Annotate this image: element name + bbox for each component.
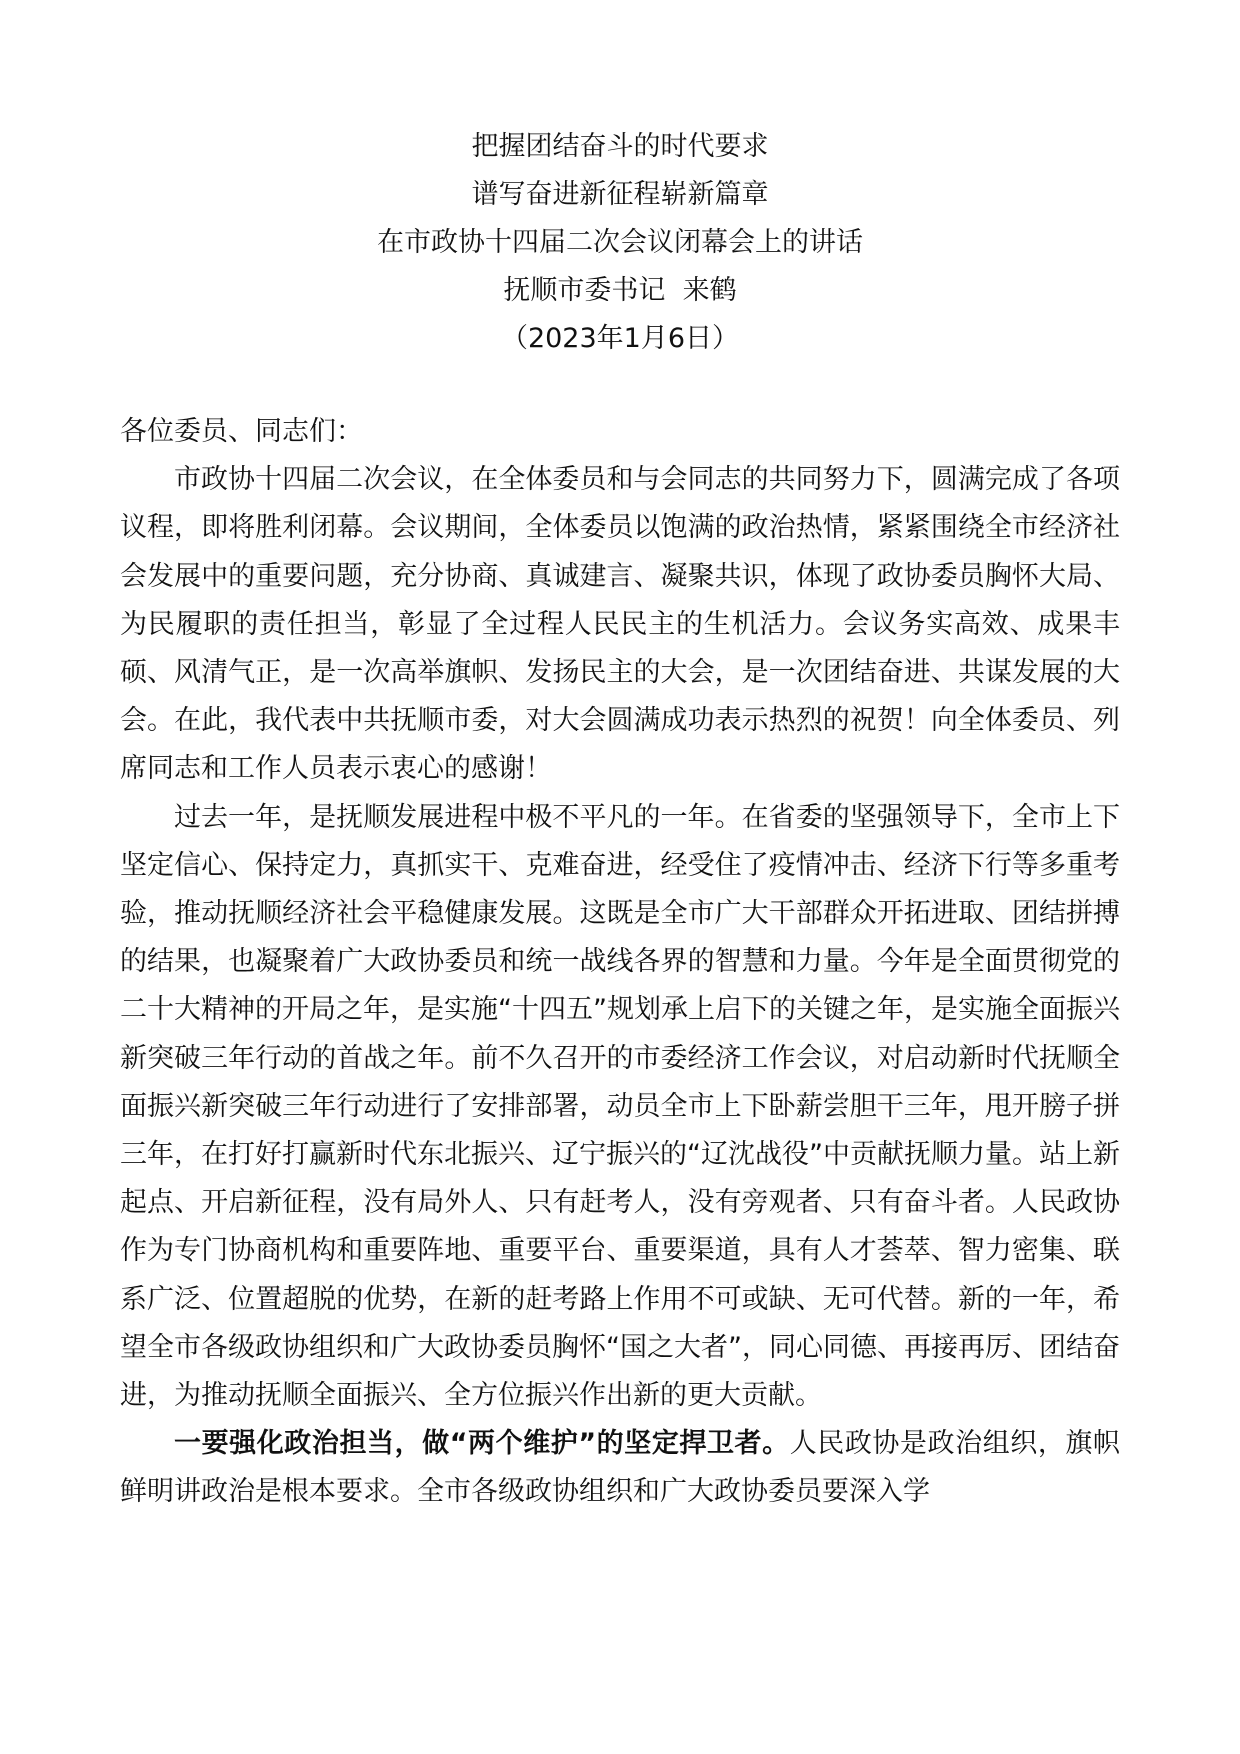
- paragraph-3-heading: 一要强化政治担当，做“两个维护”的坚定捍卫者。: [174, 1428, 790, 1460]
- title-line-2: 谱写奋进新征程崭新篇章: [471, 179, 769, 210]
- speaker-line: 抚顺市委书记 来鹤: [503, 275, 737, 306]
- speech-subtitle: 在市政协十四届二次会议闭幕会上的讲话: [377, 227, 863, 258]
- speech-date: （2023年1月6日）: [500, 323, 740, 354]
- document-header: [120, 123, 1120, 363]
- paragraph-3: [120, 1420, 1120, 1516]
- document-body: [120, 408, 1120, 1517]
- title-line-1: 把握团结奋斗的时代要求: [471, 131, 769, 162]
- paragraph-3-text: 人民政协是政治组织，旗帜鲜明讲政治是根本要求。全市各级政协组织和广大政协委员要深入学: [120, 1428, 1120, 1508]
- salutation: 各位委员、同志们：: [120, 416, 363, 447]
- paragraph-2: 过去一年，是抚顺发展进程中极不平凡的一年。在省委的坚强领导下，全市上下坚定信心、保持定力，真抓实干、克难奋进，经受住了疫情冲击、经济下行等多重考验，推动抚顺经济社会平稳健康发展。这既是全市广大干部群众开拓进取、团结拼搏的结果，也凝聚着广大政协委员和统一战线各界的智慧和力量。今年是全面贯彻党的二十大精神的开局之年，是实施“十四五”规划承上启下的关键之年，是实施全面振兴新突破三年行动的首战之年。前不久召开的市委经济工作会议，对启动新时代抚顺全面振兴新突破三年行动进行了安排部署，动员全市上下卧薪尝胆干三年，甩开膀子拼三年，在打好打赢新时代东北振兴、辽宁振兴的“辽沈战役”中贡献抚顺力量。站上新起点、开启新征程，没有局外人、只有赶考人，没有旁观者、只有奋斗者。人民政协作为专门协商机构和重要阵地、重要平台、重要渠道，具有人才荟萃、智力密集、联系广泛、位置超脱的优势，在新的赶考路上作用不可或缺、无可代替。新的一年，希望全市各级政协组织和广大政协委员胸怀“国之大者”，同心同德、再接再厉、团结奋进，为推动抚顺全面振兴、全方位振兴作出新的更大贡献。: [120, 801, 1120, 1412]
- paragraph-1: 市政协十四届二次会议，在全体委员和与会同志的共同努力下，圆满完成了各项议程，即将胜利闭幕。会议期间，全体委员以饱满的政治热情，紧紧围绕全市经济社会发展中的重要问题，充分协商、真诚建言、凝聚共识，体现了政协委员胸怀大局、为民履职的责任担当，彰显了全过程人民民主的生机活力。会议务实高效、成果丰硕、风清气正，是一次高举旗帜、发扬民主的大会，是一次团结奋进、共谋发展的大会。在此，我代表中共抚顺市委，对大会圆满成功表示热烈的祝贺！向全体委员、列席同志和工作人员表示衷心的感谢！: [120, 464, 1120, 785]
